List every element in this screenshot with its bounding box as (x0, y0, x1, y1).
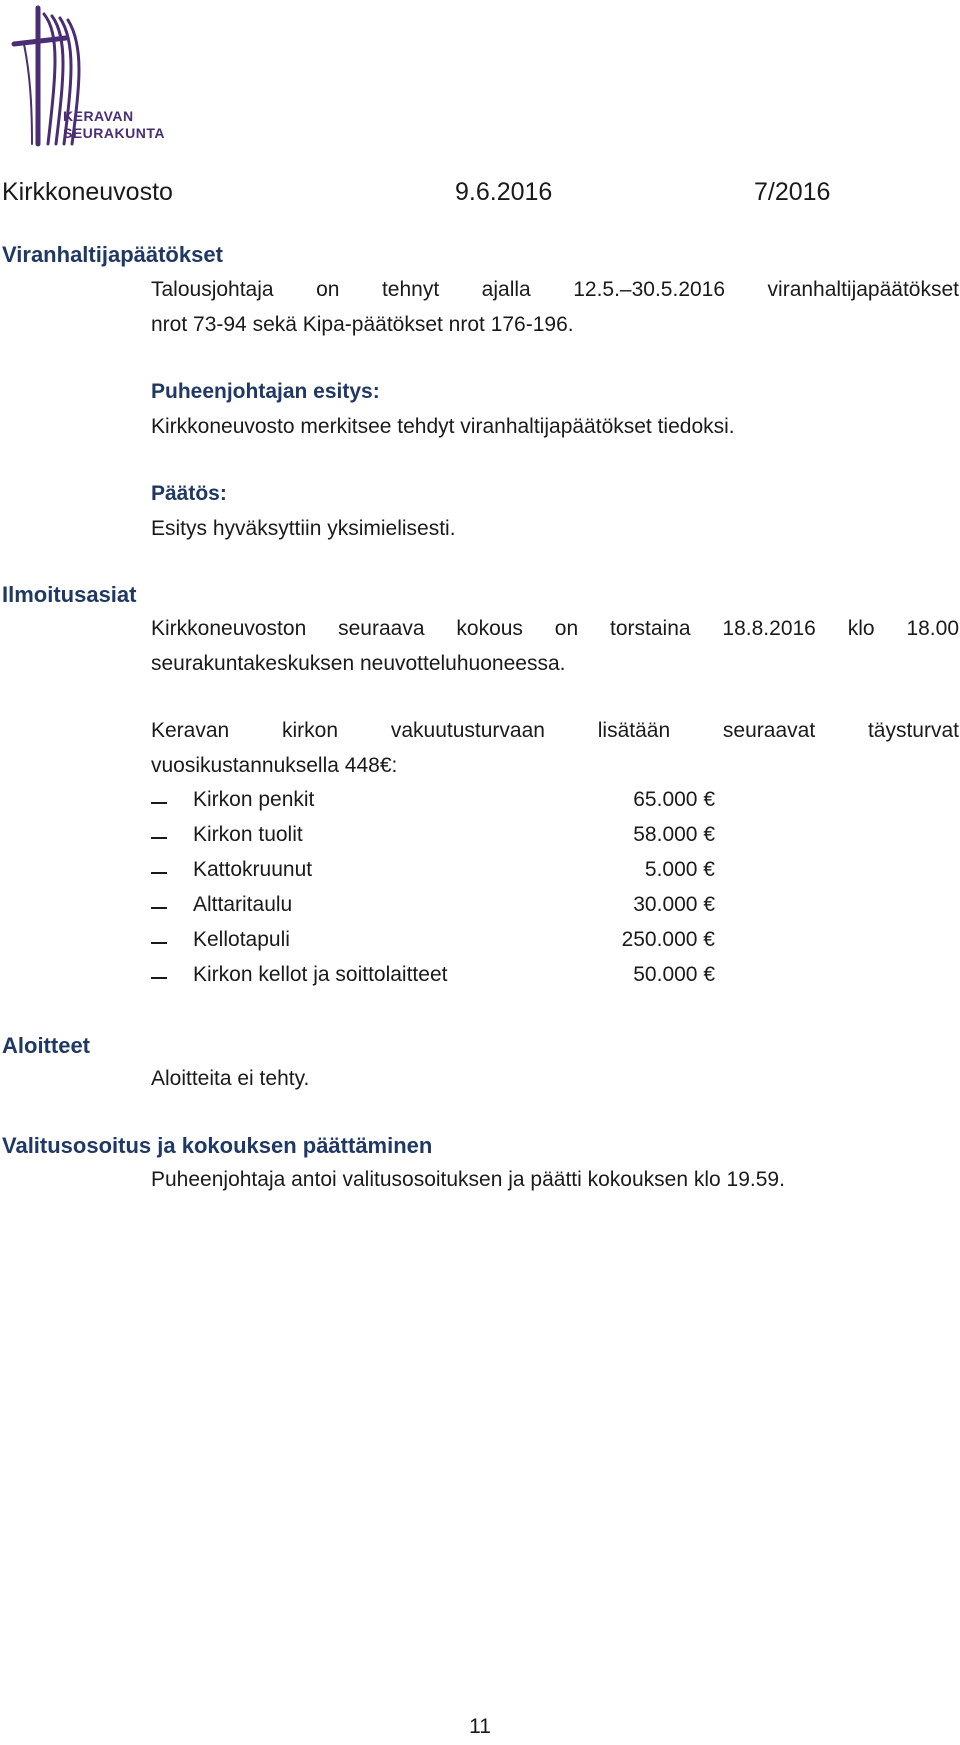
valitus-text: Puheenjohtaja antoi valitusosoituksen ja päätti kokouksen klo 19.59. (151, 1168, 785, 1191)
list-bullet (151, 872, 167, 874)
list-bullet (151, 977, 167, 979)
section-heading-aloitteet: Aloitteet (2, 1033, 90, 1058)
logo-text-line2: SEURAKUNTA (63, 125, 165, 141)
header-number: 7/2016 (754, 178, 831, 206)
list-item-value: 5.000 € (644, 858, 715, 881)
list-item-label: Alttaritaulu (193, 893, 293, 916)
list-item-value: 58.000 € (633, 823, 715, 846)
decision-text: Esitys hyväksyttiin yksimielisesti. (151, 517, 456, 540)
proposal-label: Puheenjohtajan esitys: (151, 380, 380, 403)
logo-text-line1: KERAVAN (63, 108, 134, 124)
meeting-line1: Kirkkoneuvoston seuraava kokous on torstaina 18.8.2016 klo 18.00 (151, 617, 959, 640)
decision-label: Päätös: (151, 482, 227, 505)
list-item-label: Kellotapuli (193, 928, 290, 951)
parish-logo (8, 4, 168, 156)
list-item-value: 250.000 € (621, 928, 715, 951)
list-item-value: 30.000 € (633, 893, 715, 916)
list-item-label: Kirkon kellot ja soittolaitteet (193, 963, 448, 986)
list-bullet (151, 802, 167, 804)
list-item-label: Kattokruunut (193, 858, 313, 881)
list-item-label: Kirkon penkit (193, 788, 315, 811)
viranhaltija-line2: nrot 73-94 sekä Kipa-päätökset nrot 176-196. (151, 313, 574, 336)
section-heading-ilmoitus: Ilmoitusasiat (2, 582, 137, 607)
header-title: Kirkkoneuvosto (2, 178, 173, 206)
list-item-value: 65.000 € (633, 788, 715, 811)
page-number: 11 (469, 1715, 491, 1738)
section-heading-valitus: Valitusosoitus ja kokouksen päättäminen (2, 1133, 433, 1158)
list-bullet (151, 942, 167, 944)
meeting-line2: seurakuntakeskuksen neuvotteluhuoneessa. (151, 652, 566, 675)
list-item-label: Kirkon tuolit (193, 823, 303, 846)
viranhaltija-line1: Talousjohtaja on tehnyt ajalla 12.5.–30.5.2016 viranhaltijapäätökset (151, 278, 959, 301)
list-bullet (151, 907, 167, 909)
list-bullet (151, 837, 167, 839)
header-date: 9.6.2016 (455, 178, 553, 206)
insurance-line1: Keravan kirkon vakuutusturvaan lisätään seuraavat täysturvat (151, 719, 959, 742)
section-heading-viranhaltija: Viranhaltijapäätökset (2, 242, 223, 267)
proposal-text: Kirkkoneuvosto merkitsee tehdyt viranhaltijapäätökset tiedoksi. (151, 415, 735, 438)
aloitteet-text: Aloitteita ei tehty. (151, 1067, 310, 1090)
list-item-value: 50.000 € (633, 963, 715, 986)
insurance-line2: vuosikustannuksella 448€: (151, 754, 398, 777)
